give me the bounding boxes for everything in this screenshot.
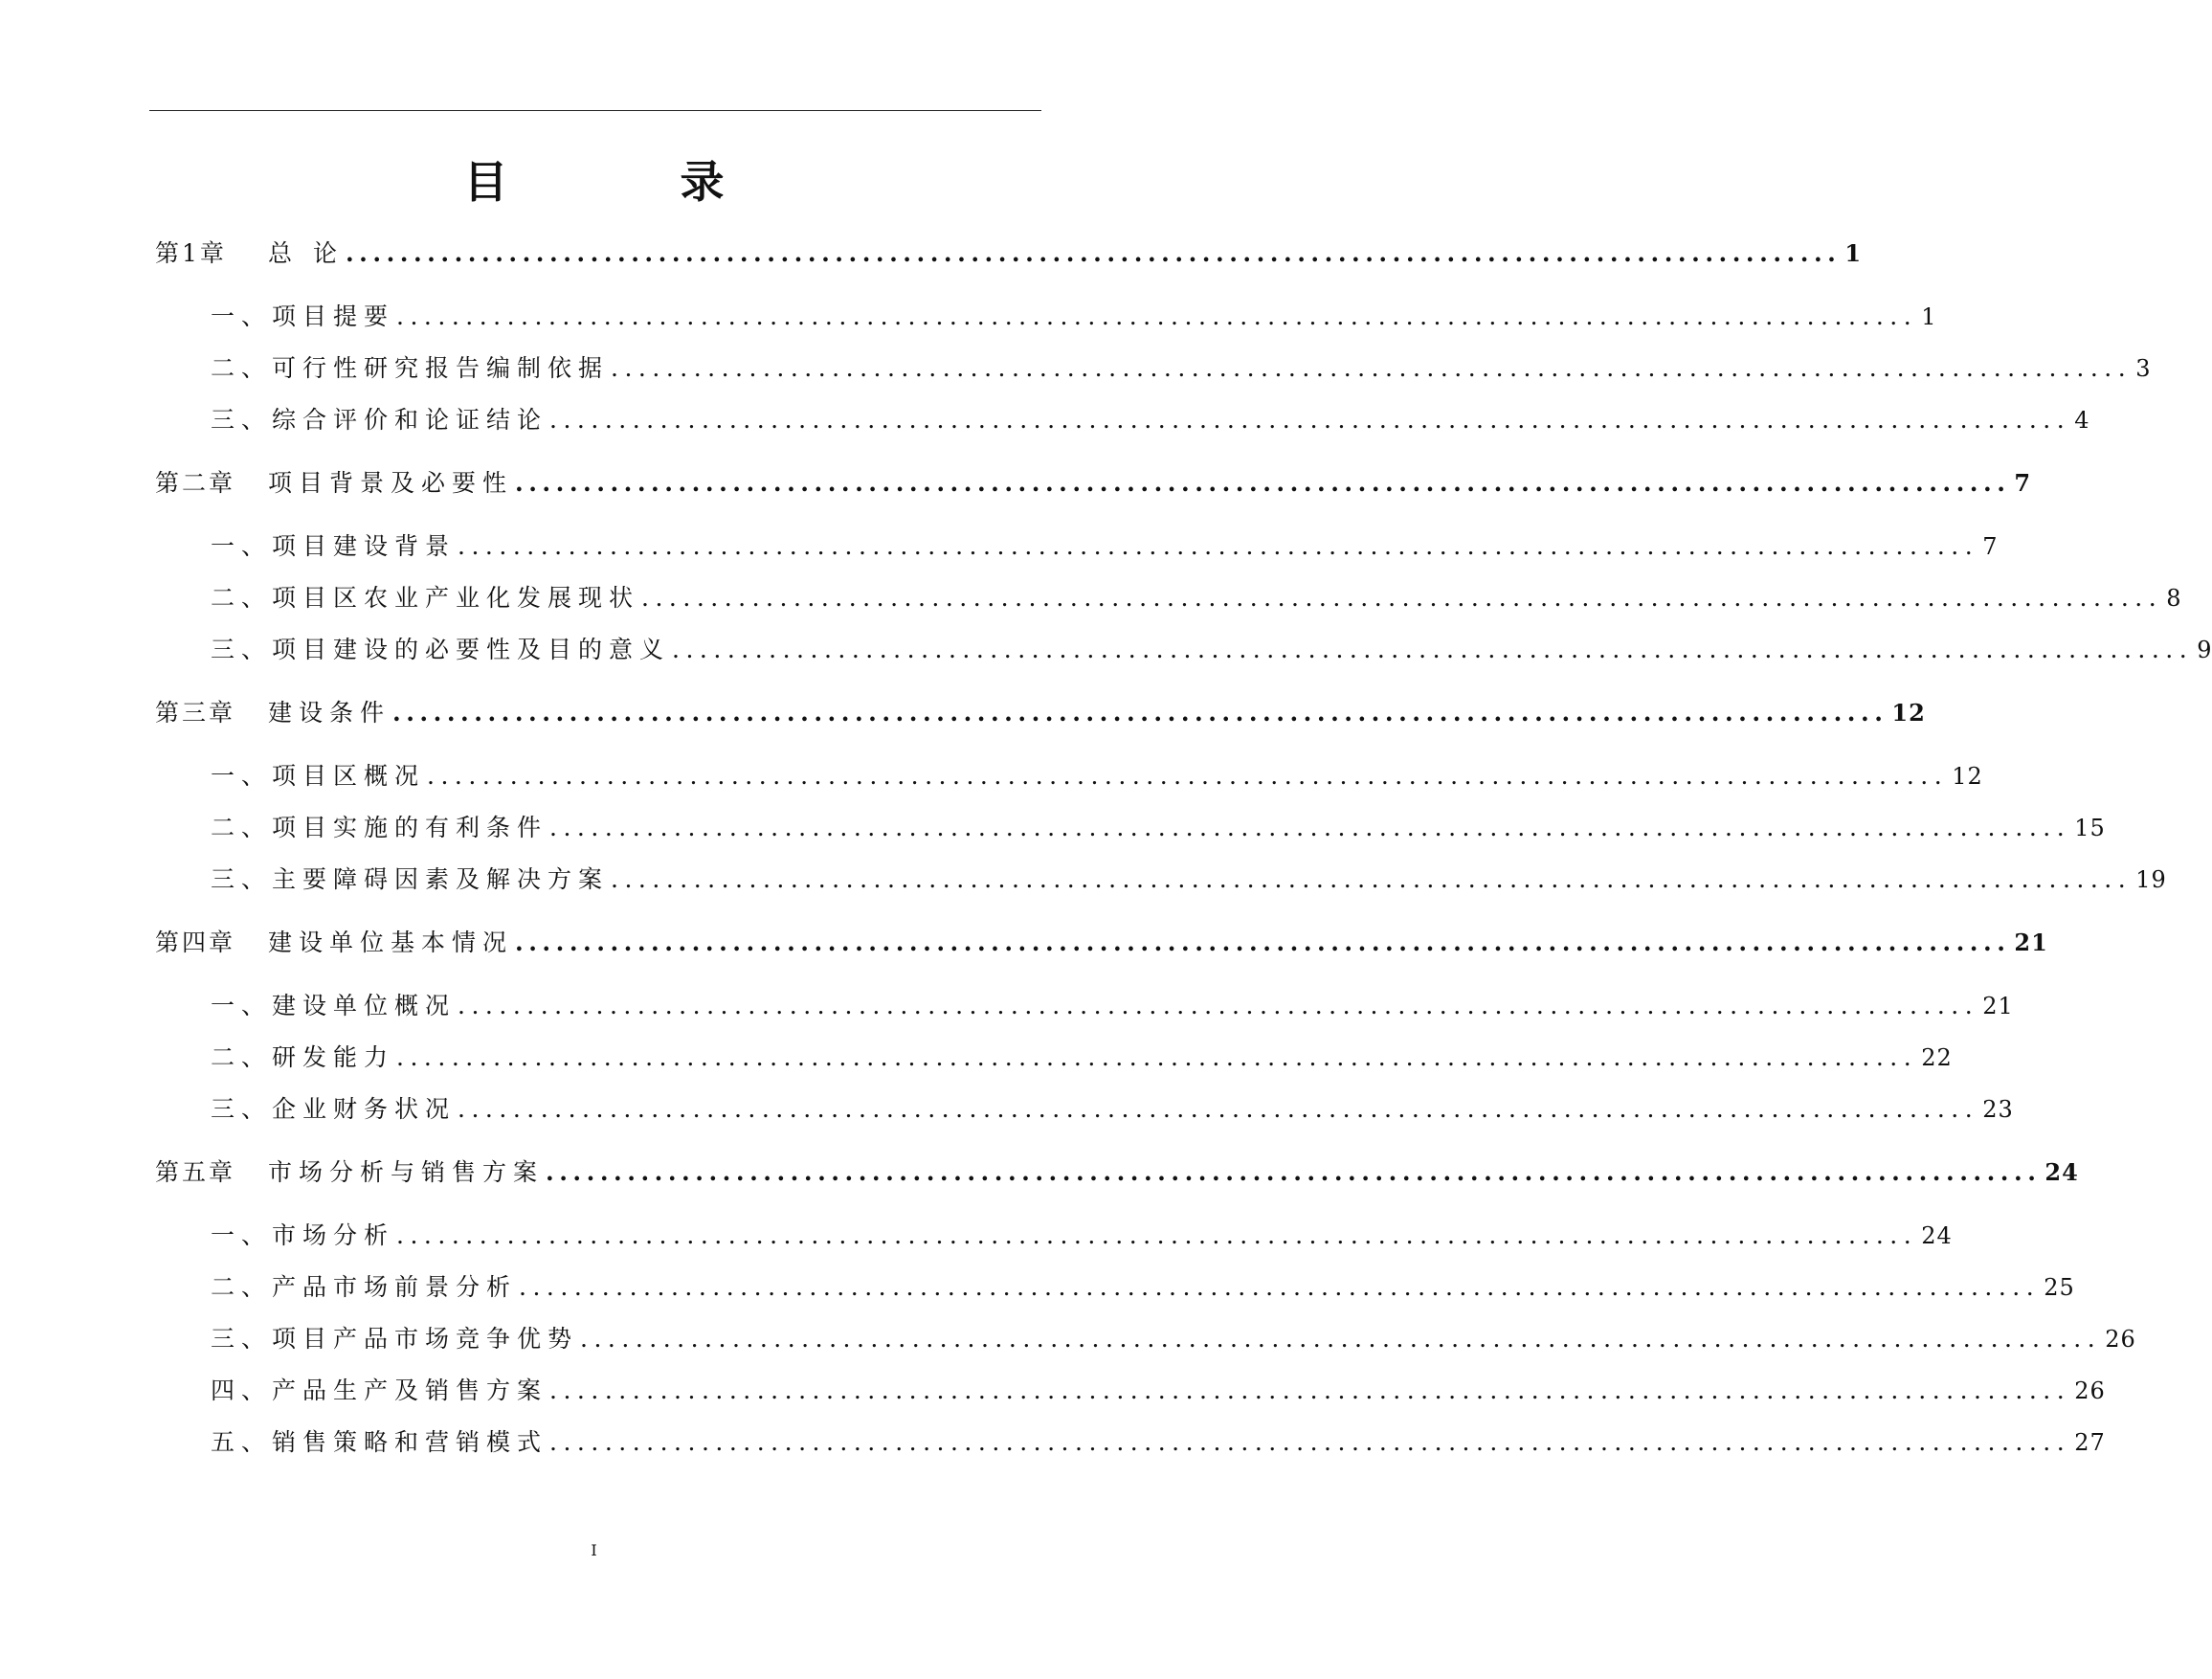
toc-entry-page: 22 <box>1921 1044 1953 1071</box>
toc-entry-number: 第1章 <box>155 239 227 267</box>
toc-entry-label: 项目建设的必要性及目的意义 <box>272 636 671 663</box>
toc-entry-number: 一、 <box>211 302 273 330</box>
toc-leader: .............................................................................................................. <box>672 636 2194 663</box>
toc-leader: .............................................................................................................. <box>392 699 1888 727</box>
toc-leader: .............................................................................................................. <box>515 469 2011 497</box>
toc-leader: .............................................................................................................. <box>611 865 2133 893</box>
toc-entry-page: 7 <box>1982 533 1999 560</box>
toc-section-4-3[interactable] <box>211 1090 2014 1129</box>
toc-entry-page: 12 <box>1952 763 1983 790</box>
toc-leader: .............................................................................................................. <box>458 992 1979 1019</box>
toc-section-2-1[interactable] <box>211 527 1999 566</box>
toc-leader: .............................................................................................................. <box>396 1221 1918 1249</box>
toc-entry-label: 建设条件 <box>268 699 391 727</box>
toc-entry-number: 二、 <box>211 584 273 612</box>
toc-entry-number: 二、 <box>211 354 273 382</box>
toc-section-5-5[interactable] <box>211 1423 2106 1462</box>
toc-entry-label: 建设单位概况 <box>272 992 457 1019</box>
toc-entry-page: 12 <box>1891 699 1926 727</box>
toc-section-4-1[interactable] <box>211 987 2014 1025</box>
toc-entry-page: 4 <box>2074 407 2090 434</box>
toc-leader: .............................................................................................................. <box>546 1158 2042 1186</box>
toc-leader: .............................................................................................................. <box>345 239 1842 267</box>
toc-entry-number: 三、 <box>211 1095 273 1123</box>
toc-entry-page: 9 <box>2197 637 2212 663</box>
toc-title: 目 录 <box>463 156 803 208</box>
toc-chapter-3[interactable] <box>155 694 1926 732</box>
toc-entry-number: 第三章 <box>155 699 236 727</box>
toc-entry-page: 24 <box>1921 1222 1953 1249</box>
toc-section-5-2[interactable] <box>211 1268 2075 1307</box>
toc-leader: .............................................................................................................. <box>396 302 1918 330</box>
page-number: I <box>591 1541 597 1559</box>
toc-entry-page: 7 <box>2014 469 2032 497</box>
toc-leader: .............................................................................................................. <box>549 406 2071 434</box>
toc-entry-page: 23 <box>1982 1096 2014 1123</box>
toc-entry-label: 市场分析 <box>272 1221 395 1249</box>
toc-entry-number: 二、 <box>211 1043 273 1071</box>
toc-entry-label: 产品市场前景分析 <box>272 1273 518 1301</box>
toc-entry-number: 四、 <box>211 1377 273 1404</box>
toc-entry-number: 三、 <box>211 865 273 893</box>
toc-leader: .............................................................................................................. <box>519 1273 2041 1301</box>
toc-entry-number: 五、 <box>211 1428 273 1456</box>
toc-entry-number: 三、 <box>211 1325 273 1353</box>
toc-chapter-2[interactable] <box>155 464 2032 503</box>
toc-chapter-4[interactable] <box>155 924 2048 962</box>
toc-entry-label: 项目区概况 <box>272 762 426 790</box>
toc-chapter-5[interactable] <box>155 1153 2079 1192</box>
toc-entry-label: 项目提要 <box>272 302 395 330</box>
toc-section-3-1[interactable] <box>211 757 1983 795</box>
toc-leader: .............................................................................................................. <box>641 584 2163 612</box>
toc-entry-number: 第二章 <box>155 469 236 497</box>
header-rule <box>149 110 1041 111</box>
toc-entry-label: 项目实施的有利条件 <box>272 814 548 841</box>
toc-entry-number: 第四章 <box>155 929 236 956</box>
toc-entry-page: 21 <box>1982 993 2014 1019</box>
toc-entry-page: 26 <box>2074 1377 2106 1404</box>
toc-section-4-2[interactable] <box>211 1039 1953 1077</box>
toc-entry-number: 一、 <box>211 992 273 1019</box>
toc-chapter-1[interactable] <box>155 235 1863 273</box>
toc-leader: .............................................................................................................. <box>549 814 2071 841</box>
toc-entry-page: 25 <box>2044 1274 2075 1301</box>
toc-section-3-3[interactable] <box>211 861 2167 899</box>
toc-entry-page: 15 <box>2074 815 2106 841</box>
toc-section-5-4[interactable] <box>211 1372 2106 1410</box>
toc-entry-label: 企业财务状况 <box>272 1095 457 1123</box>
toc-entry-number: 二、 <box>211 814 273 841</box>
toc-leader: .............................................................................................................. <box>427 762 1949 790</box>
toc-entry-label: 销售策略和营销模式 <box>272 1428 548 1456</box>
toc-leader: .............................................................................................................. <box>611 354 2133 382</box>
toc-entry-page: 19 <box>2135 866 2167 893</box>
toc-section-5-1[interactable] <box>211 1217 1953 1255</box>
toc-section-1-2[interactable] <box>211 349 2152 388</box>
toc-entry-label: 研发能力 <box>272 1043 395 1071</box>
toc-leader: .............................................................................................................. <box>549 1377 2071 1404</box>
toc-entry-page: 24 <box>2044 1158 2079 1186</box>
toc-section-2-2[interactable] <box>211 579 2182 617</box>
toc-entry-label: 项目背景及必要性 <box>268 469 514 497</box>
toc-leader: .............................................................................................................. <box>549 1428 2071 1456</box>
toc-leader: .............................................................................................................. <box>458 1095 1979 1123</box>
toc-entry-page: 27 <box>2074 1429 2106 1456</box>
toc-section-1-1[interactable] <box>211 298 1937 336</box>
toc-entry-label: 产品生产及销售方案 <box>272 1377 548 1404</box>
toc-entry-page: 21 <box>2014 929 2048 956</box>
toc-leader: .............................................................................................................. <box>580 1325 2102 1353</box>
toc-section-1-3[interactable] <box>211 401 2090 439</box>
toc-entry-label: 项目建设背景 <box>272 532 457 560</box>
toc-entry-page: 8 <box>2166 585 2182 612</box>
toc-section-5-3[interactable] <box>211 1320 2136 1358</box>
toc-section-3-2[interactable] <box>211 809 2106 847</box>
toc-entry-label: 综合评价和论证结论 <box>272 406 548 434</box>
toc-entry-number: 一、 <box>211 532 273 560</box>
toc-entry-page: 3 <box>2135 355 2152 382</box>
toc-leader: .............................................................................................................. <box>396 1043 1918 1071</box>
toc-entry-label: 项目区农业产业化发展现状 <box>272 584 640 612</box>
toc-section-2-3[interactable] <box>211 631 2212 669</box>
toc-leader: .............................................................................................................. <box>458 532 1979 560</box>
toc-entry-label: 项目产品市场竞争优势 <box>272 1325 579 1353</box>
toc-entry-number: 一、 <box>211 1221 273 1249</box>
toc-entry-page: 1 <box>1844 239 1863 267</box>
toc-entry-label: 建设单位基本情况 <box>268 929 514 956</box>
toc-entry-number: 一、 <box>211 762 273 790</box>
toc-entry-number: 三、 <box>211 636 273 663</box>
toc-leader: .............................................................................................................. <box>515 929 2011 956</box>
toc-entry-number: 三、 <box>211 406 273 434</box>
toc-entry-page: 1 <box>1921 303 1937 330</box>
toc-entry-label: 市场分析与销售方案 <box>268 1158 545 1186</box>
toc-entry-number: 第五章 <box>155 1158 236 1186</box>
toc-entry-number: 二、 <box>211 1273 273 1301</box>
toc-entry-label: 主要障碍因素及解决方案 <box>272 865 610 893</box>
toc-entry-label: 总 论 <box>268 239 344 267</box>
toc-entry-label: 可行性研究报告编制依据 <box>272 354 610 382</box>
toc-entry-page: 26 <box>2105 1326 2136 1353</box>
